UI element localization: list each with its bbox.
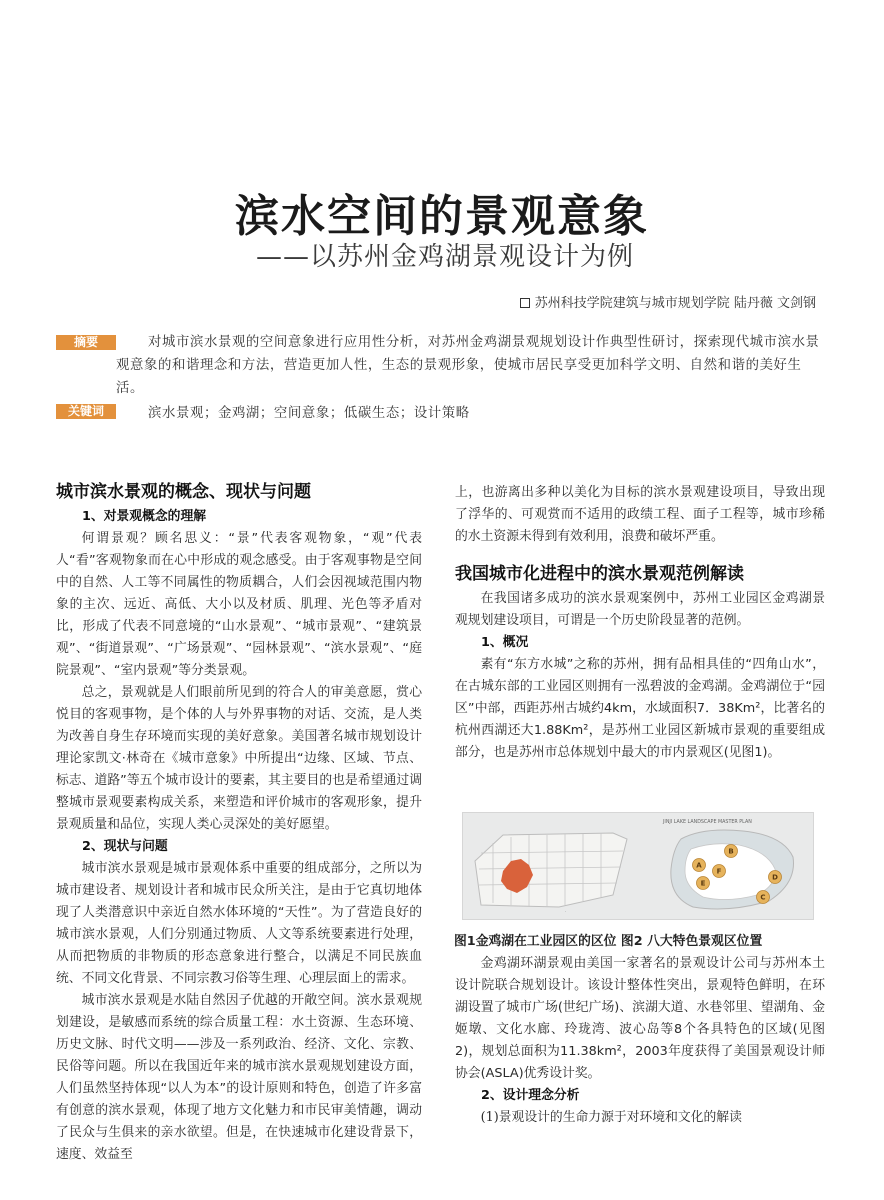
figure-maps (462, 812, 814, 920)
author-affiliation (520, 292, 816, 311)
keywords-text: 滨水景观；金鸡湖；空间意象；低碳生态；设计策略 (148, 406, 470, 421)
abstract-tag: 摘要 (56, 335, 116, 350)
article-subtitle: ——以苏州金鸡湖景观设计为例 (256, 242, 635, 272)
paragraph: 城市滨水景观是城市景观体系中重要的组成部分，之所以为城市建设者、规划设计者和城市民众所关注，是由于它真切地体现了人类潜意识中亲近自然水体环境的“天性”。为了营造良好的城市滨水景观，人们分别通过物质、人文等系统要素进行处理，从而把物质的非物质的形态意象进行整合，以满足不同民族血统、不同文化背景、不同宗教习俗等生理、心理层面上的需求。 (56, 861, 422, 986)
zone-letter: F (716, 867, 722, 876)
abstract-text: 对城市滨水景观的空间意象进行应用性分析，对苏州金鸡湖景观规划设计作典型性研讨，探索现代城市滨水景观意象的和谐理念和方法，营造更加人性，生态的景观形象，使城市居民享受更加科学文明、自然和谐的美好生活。 (116, 335, 820, 396)
affiliation-text: 苏州科技学院建筑与城市规划学院 陆丹薇 文剑钢 (534, 296, 816, 311)
subsection-heading: 2、现状与问题 (82, 839, 168, 854)
paragraph: 在我国诸多成功的滨水景观案例中，苏州工业园区金鸡湖景观规划建设项目，可谓是一个历史阶段显著的范例。 (455, 591, 825, 628)
section-heading: 我国城市化进程中的滨水景观范例解读 (455, 564, 744, 584)
right-column-top (455, 482, 825, 764)
zone-letter: A (696, 861, 702, 870)
zone-letter: B (728, 847, 734, 856)
subsection-heading: 1、对景观概念的理解 (82, 509, 207, 524)
square-bullet-icon (520, 298, 530, 308)
figure-caption: 图1金鸡湖在工业园区的区位 图2 八大特色景观区位置 (454, 934, 763, 949)
article-title: 滨水空间的景观意象 (235, 191, 649, 242)
zone-letter: C (760, 893, 766, 902)
subsection-heading: 1、概况 (481, 635, 529, 650)
paragraph: 素有“东方水城”之称的苏州，拥有品相具佳的“四角山水”，在古城东部的工业园区则拥有一泓碧波的金鸡湖。金鸡湖位于“园区”中部，西距苏州古城约4km，水域面积7．38Km²，比著名的杭州西湖还大1.88Km²，是苏州工业园区新城市景观的重要组成部分，也是苏州市总体规划中最大的市内景观区(见图1)。 (455, 657, 825, 760)
subsection-heading: (1)景观设计的生命力源于对环境和文化的解读 (480, 1110, 742, 1125)
subsection-heading: 2、设计理念分析 (481, 1088, 580, 1103)
left-column (56, 480, 422, 1166)
section-heading: 城市滨水景观的概念、现状与问题 (56, 482, 311, 502)
svg-text:·: · (565, 909, 567, 914)
paragraph: 上，也游离出多种以美化为目标的滨水景观建设项目，导致出现了浮华的、可观赏而不适用的政绩工程、面子工程等，城市珍稀的水土资源未得到有效利用，浪费和破坏严重。 (455, 485, 825, 544)
figure2-zone-plan (662, 819, 794, 909)
paragraph: 城市滨水景观是水陆自然因子优越的开敞空间。滨水景观规划建设，是敏感而系统的综合质量工程：水土资源、生态环境、历史文脉、时代文明——涉及一系列政治、经济、文化、宗教、民俗等问题。所以在我国近年来的城市滨水景观规划建设方面，人们虽然坚持体现“以人为本”的设计原则和特色，创造了许多富有创意的滨水景观，体现了地方文化魅力和市民审美情趣，调动了民众与生俱来的亲水欲望。但是，在快速城市化建设背景下，速度、效益至 (56, 993, 422, 1162)
right-column-bottom (455, 953, 825, 1129)
plan-header-text: JINJI LAKE LANDSCAPE MASTER PLAN (663, 820, 752, 825)
paragraph: 金鸡湖环湖景观由美国一家著名的景观设计公司与苏州本土设计院联合规划设计。该设计整体性突出，景观特色鲜明，在环湖设置了城市广场(世纪广场)、滨湖大道、水巷邻里、望湖角、金姬墩、文化水廊、玲珑湾、波心岛等8个各具特色的区域(见图2)，规划总面积为11.38km²，2003年度获得了美国景观设计师协会(ASLA)优秀设计奖。 (455, 956, 825, 1081)
paragraph: 总之，景观就是人们眼前所见到的符合人的审美意愿，赏心悦目的客观事物，是个体的人与外界事物的对话、交流，是人类为改善自身生存环境而实现的美好意象。美国著名城市规划设计理论家凯文·林奇在《城市意象》中所提出“边缘、区域、节点、标志、道路”等五个城市设计的要素，其主要目的也是希望通过调整城市景观要素构成关系，来塑造和评价城市的客观形象，提升景观质量和品位，实现人类心灵深处的美好愿望。 (56, 685, 422, 832)
figure-svg (463, 813, 813, 919)
figure1-location-map (475, 833, 627, 914)
keywords-tag: 关键词 (56, 404, 116, 419)
zone-letter: D (772, 873, 778, 882)
zone-letter: E (700, 879, 706, 888)
paragraph: 何谓景观？顾名思义：“景”代表客观物象，“观”代表人“看”客观物象而在心中形成的观念感受。由于客观事物是空间中的自然、人工等不同属性的物质耦合，人们会因视域范围内物象的主次、远近、高低、大小以及材质、肌理、光色等矛盾对比，形成了代表不同意境的“山水景观”、“城市景观”、“建筑景观”、“街道景观”、“广场景观”、“园林景观”、“滨水景观”、“庭院景观”、“室内景观”等分类景观。 (56, 531, 422, 678)
